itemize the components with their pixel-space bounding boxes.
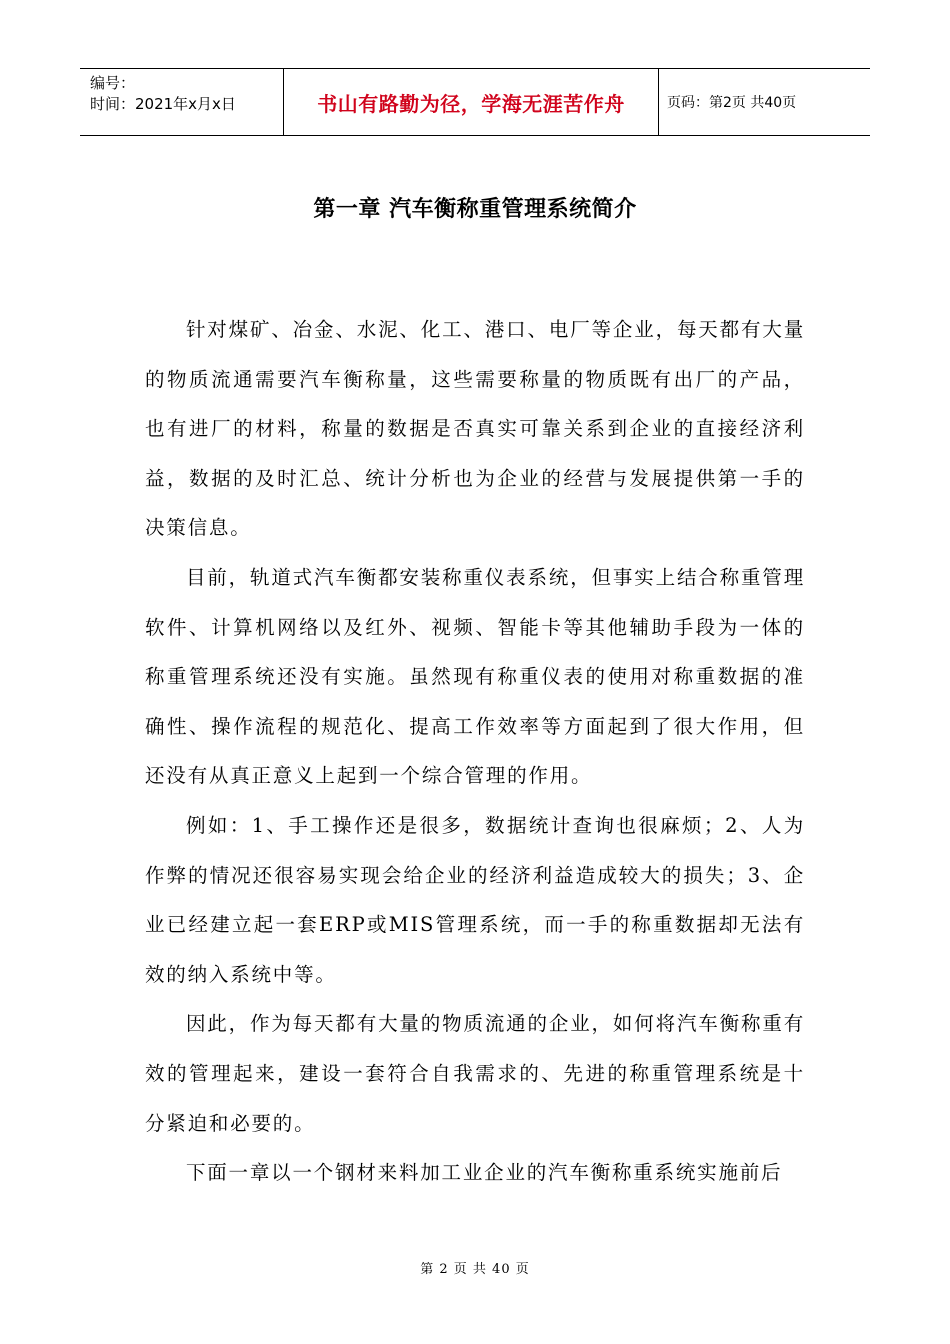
paragraph: 例如：1、手工操作还是很多，数据统计查询也很麻烦；2、人为作弊的情况还很容易实现会给企业的经济利益造成较大的损失；3、企业已经建立起一套ERP或MIS管理系统，而一手的称重数据却无法有效的纳入系统中等。 [145, 813, 805, 986]
document-date: 时间：2021年x月x日 [90, 95, 236, 113]
paragraph: 下面一章以一个钢材来料加工业企业的汽车衡称重系统实施前后 [185, 1161, 783, 1185]
header-meta [80, 69, 283, 135]
body-text [145, 305, 805, 1198]
document-code-label: 编号： [90, 74, 136, 92]
page-footer: 第 2 页 共 40 页 [420, 1262, 530, 1277]
paragraph: 因此，作为每天都有大量的物质流通的企业，如何将汽车衡称重有效的管理起来，建设一套符合自我需求的、先进的称重管理系统是十分紧迫和必要的。 [145, 1012, 805, 1135]
chapter-title: 第一章 汽车衡称重管理系统简介 [313, 197, 637, 222]
page-header [80, 68, 870, 136]
header-motto: 书山有路勤为径，学海无涯苦作舟 [283, 69, 659, 135]
paragraph: 针对煤矿、冶金、水泥、化工、港口、电厂等企业，每天都有大量的物质流通需要汽车衡称量，这些需要称量的物质既有出厂的产品，也有进厂的材料，称量的数据是否真实可靠关系到企业的直接经济利益，数据的及时汇总、统计分析也为企业的经营与发展提供第一手的决策信息。 [145, 318, 805, 540]
paragraph: 目前，轨道式汽车衡都安装称重仪表系统，但事实上结合称重管理软件、计算机网络以及红外、视频、智能卡等其他辅助手段为一体的称重管理系统还没有实施。虽然现有称重仪表的使用对称重数据的准确性、操作流程的规范化、提高工作效率等方面起到了很大作用，但还没有从真正意义上起到一个综合管理的作用。 [145, 565, 805, 788]
header-page-info: 页码：第2页 共40页 [667, 95, 797, 111]
